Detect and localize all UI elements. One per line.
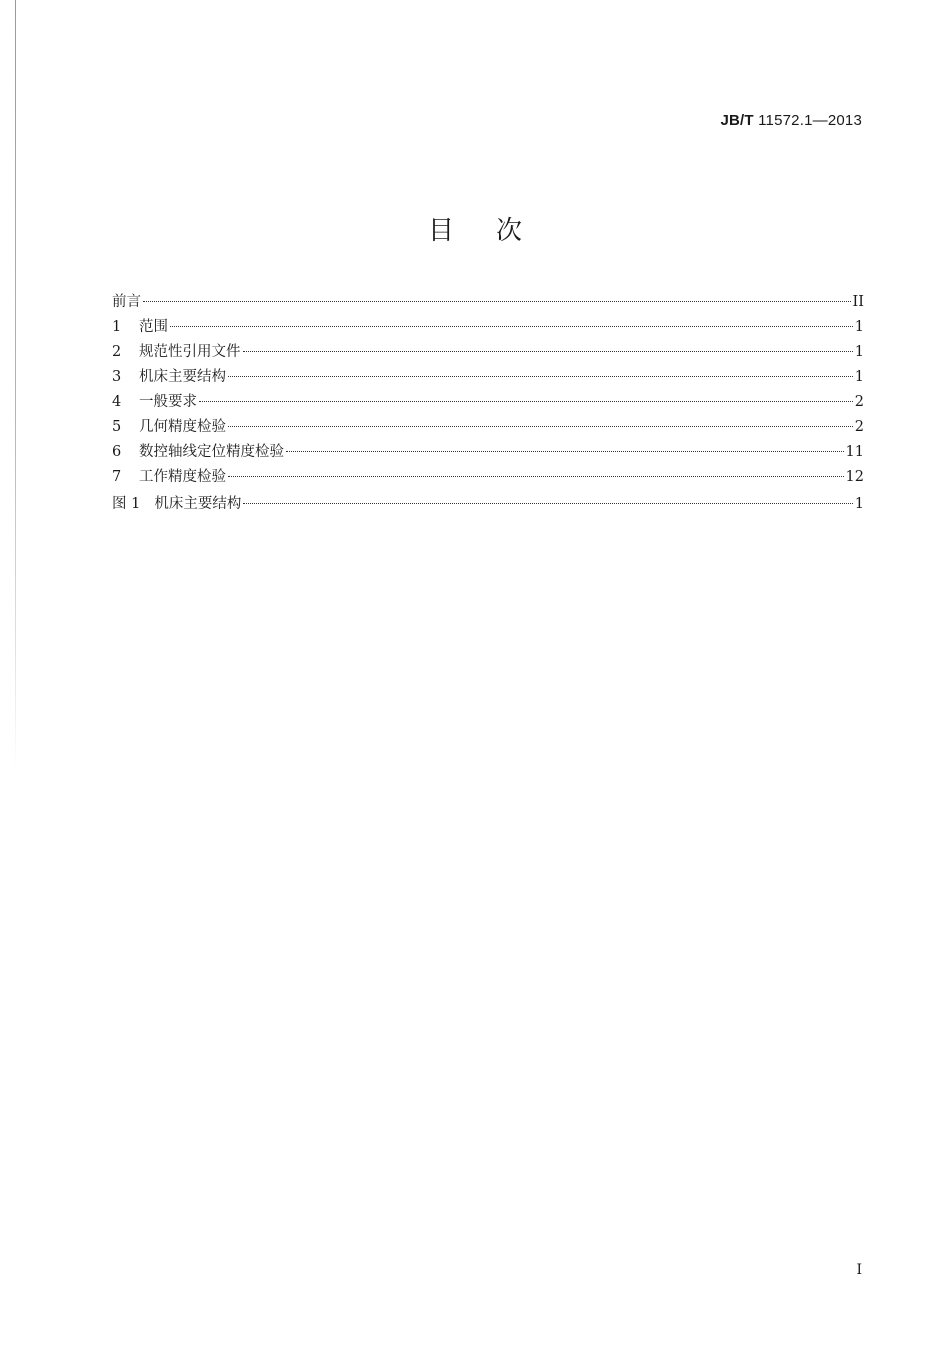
- dot-leader: [286, 451, 844, 452]
- toc-entry-label: 工作精度检验: [139, 469, 226, 485]
- toc-entry-label: 机床主要结构: [139, 369, 226, 385]
- toc-entry-page: 2: [854, 419, 864, 435]
- toc-figure-1[interactable]: [112, 492, 864, 517]
- dot-leader: [243, 351, 853, 352]
- dot-leader: [243, 503, 852, 504]
- toc-entry-number: 4: [112, 394, 122, 410]
- toc-entry-7[interactable]: [112, 465, 864, 490]
- dot-leader: [143, 301, 851, 302]
- toc-entry-number: 5: [112, 419, 122, 435]
- toc-entry-page: 1: [854, 369, 864, 385]
- dot-leader: [170, 326, 853, 327]
- toc-entry-label: 几何精度检验: [139, 419, 226, 435]
- toc-entry-label: 前言: [112, 294, 141, 310]
- document-code-number: 11572.1—2013: [753, 112, 862, 129]
- toc-entry-label: 一般要求: [139, 394, 197, 410]
- dot-leader: [228, 426, 853, 427]
- toc-entry-page: 2: [854, 394, 864, 410]
- toc-entry-label: 规范性引用文件: [139, 344, 241, 360]
- toc-entry-page: II: [852, 294, 864, 310]
- page-title: 目次: [427, 216, 564, 246]
- toc-entry-number: 7: [112, 469, 122, 485]
- page-number: I: [856, 1262, 862, 1278]
- toc-entry-5[interactable]: [112, 415, 864, 440]
- table-of-contents: [112, 290, 864, 517]
- toc-figure-page: 1: [854, 496, 864, 512]
- dot-leader: [199, 401, 853, 402]
- scan-edge-line: [15, 0, 16, 770]
- toc-entry-1[interactable]: [112, 315, 864, 340]
- toc-entry-number: 6: [112, 444, 122, 460]
- toc-entry-page: 11: [845, 444, 864, 460]
- toc-entry-2[interactable]: [112, 340, 864, 365]
- toc-figure-number: 图 1: [112, 496, 141, 512]
- document-code: [720, 112, 862, 129]
- toc-entry-4[interactable]: [112, 390, 864, 415]
- toc-figure-label: 机床主要结构: [154, 496, 242, 512]
- toc-entry-page: 12: [845, 469, 864, 485]
- toc-entry-number: 2: [112, 344, 122, 360]
- toc-entry-number: 1: [112, 319, 122, 335]
- dot-leader: [228, 476, 844, 477]
- toc-entry-6[interactable]: [112, 440, 864, 465]
- dot-leader: [228, 376, 853, 377]
- toc-entry-label: 数控轴线定位精度检验: [139, 444, 284, 460]
- toc-entry-page: 1: [854, 319, 864, 335]
- toc-entry-number: 3: [112, 369, 122, 385]
- toc-entry-label: 范围: [139, 319, 168, 335]
- toc-entry-3[interactable]: [112, 365, 864, 390]
- document-code-prefix: JB/T: [720, 112, 754, 129]
- toc-entry-foreword[interactable]: [112, 290, 864, 315]
- toc-entry-page: 1: [854, 344, 864, 360]
